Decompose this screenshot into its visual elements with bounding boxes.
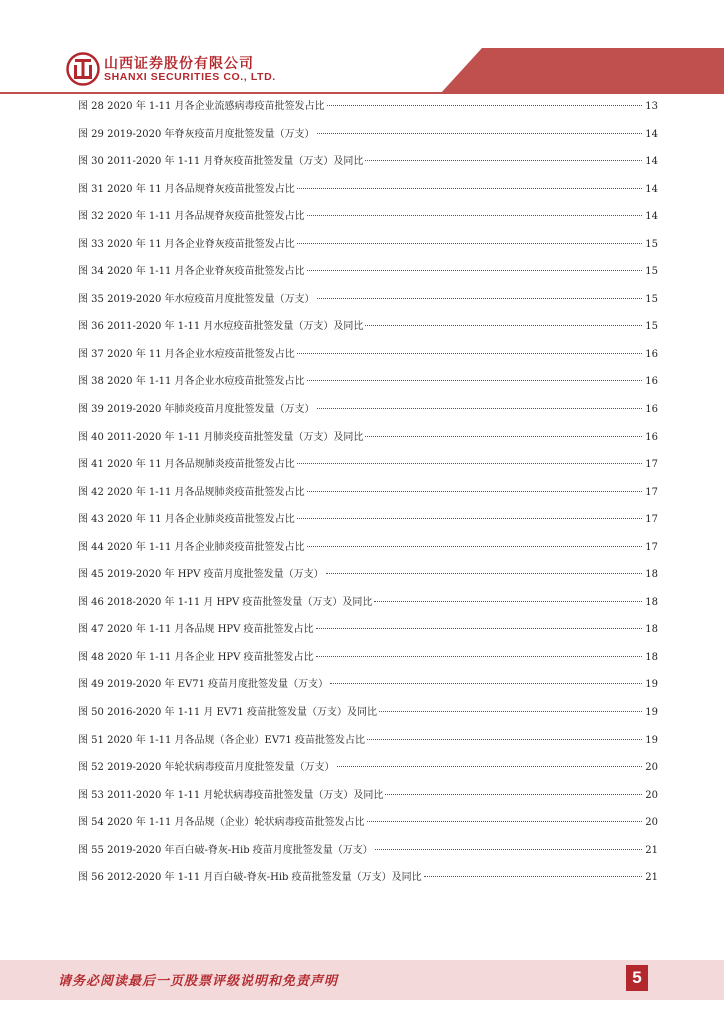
toc-entry-page: 20 xyxy=(645,817,658,829)
toc-entry-page: 19 xyxy=(645,707,658,719)
toc-entry-page: 21 xyxy=(645,872,658,884)
toc-entry[interactable] xyxy=(78,648,658,676)
toc-entry-label: 图 47 2020 年 1-11 月各品规 HPV 疫苗批签发占比 xyxy=(78,624,314,636)
toc-entry-label: 图 42 2020 年 1-11 月各品规肺炎疫苗批签发占比 xyxy=(78,486,305,498)
toc-dot-leader xyxy=(365,325,642,326)
toc-entry-page: 21 xyxy=(645,844,658,856)
toc-entry[interactable] xyxy=(78,262,658,290)
toc-entry[interactable] xyxy=(78,455,658,483)
toc-entry-label: 图 40 2011-2020 年 1-11 月肺炎疫苗批签发量（万支）及同比 xyxy=(78,431,364,443)
toc-entry[interactable] xyxy=(78,538,658,566)
toc-entry-page: 17 xyxy=(645,486,658,498)
toc-entry-page: 16 xyxy=(645,376,658,388)
toc-entry-label: 图 29 2019-2020 年脊灰疫苗月度批签发量（万支） xyxy=(78,128,315,140)
toc-entry[interactable] xyxy=(78,510,658,538)
toc-entry-label: 图 49 2019-2020 年 EV71 疫苗月度批签发量（万支） xyxy=(78,679,329,691)
toc-entry[interactable] xyxy=(78,125,658,153)
toc-dot-leader xyxy=(330,683,642,684)
toc-dot-leader xyxy=(327,105,642,106)
toc-dot-leader xyxy=(316,656,642,657)
toc-dot-leader xyxy=(307,270,642,271)
toc-entry-label: 图 35 2019-2020 年水痘疫苗月度批签发量（万支） xyxy=(78,293,315,305)
toc-dot-leader xyxy=(317,133,642,134)
page-header xyxy=(0,0,724,98)
toc-entry-label: 图 32 2020 年 1-11 月各品规脊灰疫苗批签发占比 xyxy=(78,211,305,223)
toc-dot-leader xyxy=(337,766,642,767)
toc-entry-label: 图 33 2020 年 11 月各企业脊灰疫苗批签发占比 xyxy=(78,238,295,250)
toc-dot-leader xyxy=(365,160,642,161)
toc-dot-leader xyxy=(367,739,642,740)
toc-entry-page: 16 xyxy=(645,348,658,360)
toc-entry-label: 图 28 2020 年 1-11 月各企业流感病毒疫苗批签发占比 xyxy=(78,101,325,112)
toc-entry-label: 图 43 2020 年 11 月各企业肺炎疫苗批签发占比 xyxy=(78,514,295,526)
toc-entry-page: 18 xyxy=(645,569,658,581)
toc-entry-label: 图 56 2012-2020 年 1-11 月百白破-脊灰-Hib 疫苗批签发量（万支）及同比 xyxy=(78,872,422,884)
page-number: 5 xyxy=(626,965,648,991)
toc-entry[interactable] xyxy=(78,400,658,428)
toc-entry-page: 17 xyxy=(645,541,658,553)
toc-dot-leader xyxy=(297,188,642,189)
toc-entry-label: 图 53 2011-2020 年 1-11 月轮状病毒疫苗批签发量（万支）及同比 xyxy=(78,789,384,801)
toc-entry-label: 图 39 2019-2020 年肺炎疫苗月度批签发量（万支） xyxy=(78,404,315,416)
toc-entry-label: 图 52 2019-2020 年轮状病毒疫苗月度批签发量（万支） xyxy=(78,762,335,774)
toc-entry[interactable] xyxy=(78,235,658,263)
toc-entry-label: 图 41 2020 年 11 月各品规肺炎疫苗批签发占比 xyxy=(78,459,295,471)
toc-dot-leader xyxy=(307,215,642,216)
company-name-en: SHANXI SECURITIES CO., LTD. xyxy=(104,71,276,83)
toc-entry[interactable] xyxy=(78,565,658,593)
toc-entry-label: 图 55 2019-2020 年百白破-脊灰-Hib 疫苗月度批签发量（万支） xyxy=(78,844,373,856)
toc-entry-page: 16 xyxy=(645,404,658,416)
toc-entry-label: 图 30 2011-2020 年 1-11 月脊灰疫苗批签发量（万支）及同比 xyxy=(78,156,364,168)
toc-entry-label: 图 44 2020 年 1-11 月各企业肺炎疫苗批签发占比 xyxy=(78,541,305,553)
toc-entry-page: 20 xyxy=(645,762,658,774)
toc-dot-leader xyxy=(297,353,642,354)
toc-entry-page: 13 xyxy=(645,101,658,112)
toc-entry[interactable] xyxy=(78,317,658,345)
toc-entry-page: 19 xyxy=(645,734,658,746)
toc-entry[interactable] xyxy=(78,97,658,125)
toc-dot-leader xyxy=(297,463,642,464)
toc-entry-page: 14 xyxy=(645,211,658,223)
toc-entry-label: 图 45 2019-2020 年 HPV 疫苗月度批签发量（万支） xyxy=(78,569,324,581)
toc-dot-leader xyxy=(385,794,642,795)
toc-entry-page: 17 xyxy=(645,514,658,526)
toc-entry-page: 20 xyxy=(645,789,658,801)
toc-dot-leader xyxy=(379,711,642,712)
toc-entry[interactable] xyxy=(78,703,658,731)
toc-dot-leader xyxy=(374,601,642,602)
toc-dot-leader xyxy=(307,380,642,381)
toc-entry-page: 18 xyxy=(645,651,658,663)
table-of-figures xyxy=(78,97,658,896)
toc-entry-page: 14 xyxy=(645,183,658,195)
toc-entry-page: 15 xyxy=(645,293,658,305)
toc-entry-page: 14 xyxy=(645,156,658,168)
company-name-cn: 山西证券股份有限公司 xyxy=(104,56,254,72)
toc-entry-label: 图 36 2011-2020 年 1-11 月水痘疫苗批签发量（万支）及同比 xyxy=(78,321,364,333)
toc-entry-page: 14 xyxy=(645,128,658,140)
toc-entry[interactable] xyxy=(78,180,658,208)
toc-entry[interactable] xyxy=(78,483,658,511)
toc-entry-label: 图 48 2020 年 1-11 月各企业 HPV 疫苗批签发占比 xyxy=(78,651,314,663)
toc-entry[interactable] xyxy=(78,593,658,621)
toc-entry-page: 16 xyxy=(645,431,658,443)
toc-entry-label: 图 54 2020 年 1-11 月各品规（企业）轮状病毒疫苗批签发占比 xyxy=(78,817,365,829)
toc-entry-label: 图 37 2020 年 11 月各企业水痘疫苗批签发占比 xyxy=(78,348,295,360)
toc-dot-leader xyxy=(367,821,642,822)
toc-entry-page: 17 xyxy=(645,459,658,471)
toc-entry-label: 图 50 2016-2020 年 1-11 月 EV71 疫苗批签发量（万支）及同比 xyxy=(78,707,377,719)
toc-entry[interactable] xyxy=(78,207,658,235)
toc-dot-leader xyxy=(317,408,642,409)
page-footer xyxy=(0,960,724,1000)
toc-entry-label: 图 34 2020 年 1-11 月各企业脊灰疫苗批签发占比 xyxy=(78,266,305,278)
toc-entry-label: 图 51 2020 年 1-11 月各品规（各企业）EV71 疫苗批签发占比 xyxy=(78,734,365,746)
toc-dot-leader xyxy=(365,436,642,437)
toc-entry-label: 图 38 2020 年 1-11 月各企业水痘疫苗批签发占比 xyxy=(78,376,305,388)
toc-dot-leader xyxy=(307,546,642,547)
toc-dot-leader xyxy=(375,849,642,850)
toc-entry[interactable] xyxy=(78,345,658,373)
toc-entry[interactable] xyxy=(78,813,658,841)
toc-entry[interactable] xyxy=(78,868,658,896)
toc-entry[interactable] xyxy=(78,841,658,869)
toc-entry[interactable] xyxy=(78,786,658,814)
toc-entry-page: 15 xyxy=(645,266,658,278)
toc-entry[interactable] xyxy=(78,428,658,456)
toc-entry-page: 15 xyxy=(645,238,658,250)
toc-entry-page: 18 xyxy=(645,624,658,636)
toc-dot-leader xyxy=(317,298,642,299)
toc-entry[interactable] xyxy=(78,290,658,318)
toc-dot-leader xyxy=(424,876,642,877)
toc-dot-leader xyxy=(316,628,642,629)
toc-dot-leader xyxy=(307,491,642,492)
toc-entry-label: 图 46 2018-2020 年 1-11 月 HPV 疫苗批签发量（万支）及同比 xyxy=(78,596,373,608)
toc-entry-page: 19 xyxy=(645,679,658,691)
disclaimer-text: 请务必阅读最后一页股票评级说明和免责声明 xyxy=(58,974,339,989)
toc-entry[interactable] xyxy=(78,758,658,786)
toc-entry[interactable] xyxy=(78,372,658,400)
toc-entry[interactable] xyxy=(78,675,658,703)
shanxi-securities-logo-icon xyxy=(66,52,100,86)
toc-entry-page: 15 xyxy=(645,321,658,333)
toc-dot-leader xyxy=(326,573,642,574)
toc-entry-page: 18 xyxy=(645,596,658,608)
toc-dot-leader xyxy=(297,518,642,519)
toc-entry-label: 图 31 2020 年 11 月各品规脊灰疫苗批签发占比 xyxy=(78,183,295,195)
toc-entry[interactable] xyxy=(78,152,658,180)
toc-entry[interactable] xyxy=(78,731,658,759)
toc-dot-leader xyxy=(297,243,642,244)
toc-entry[interactable] xyxy=(78,620,658,648)
